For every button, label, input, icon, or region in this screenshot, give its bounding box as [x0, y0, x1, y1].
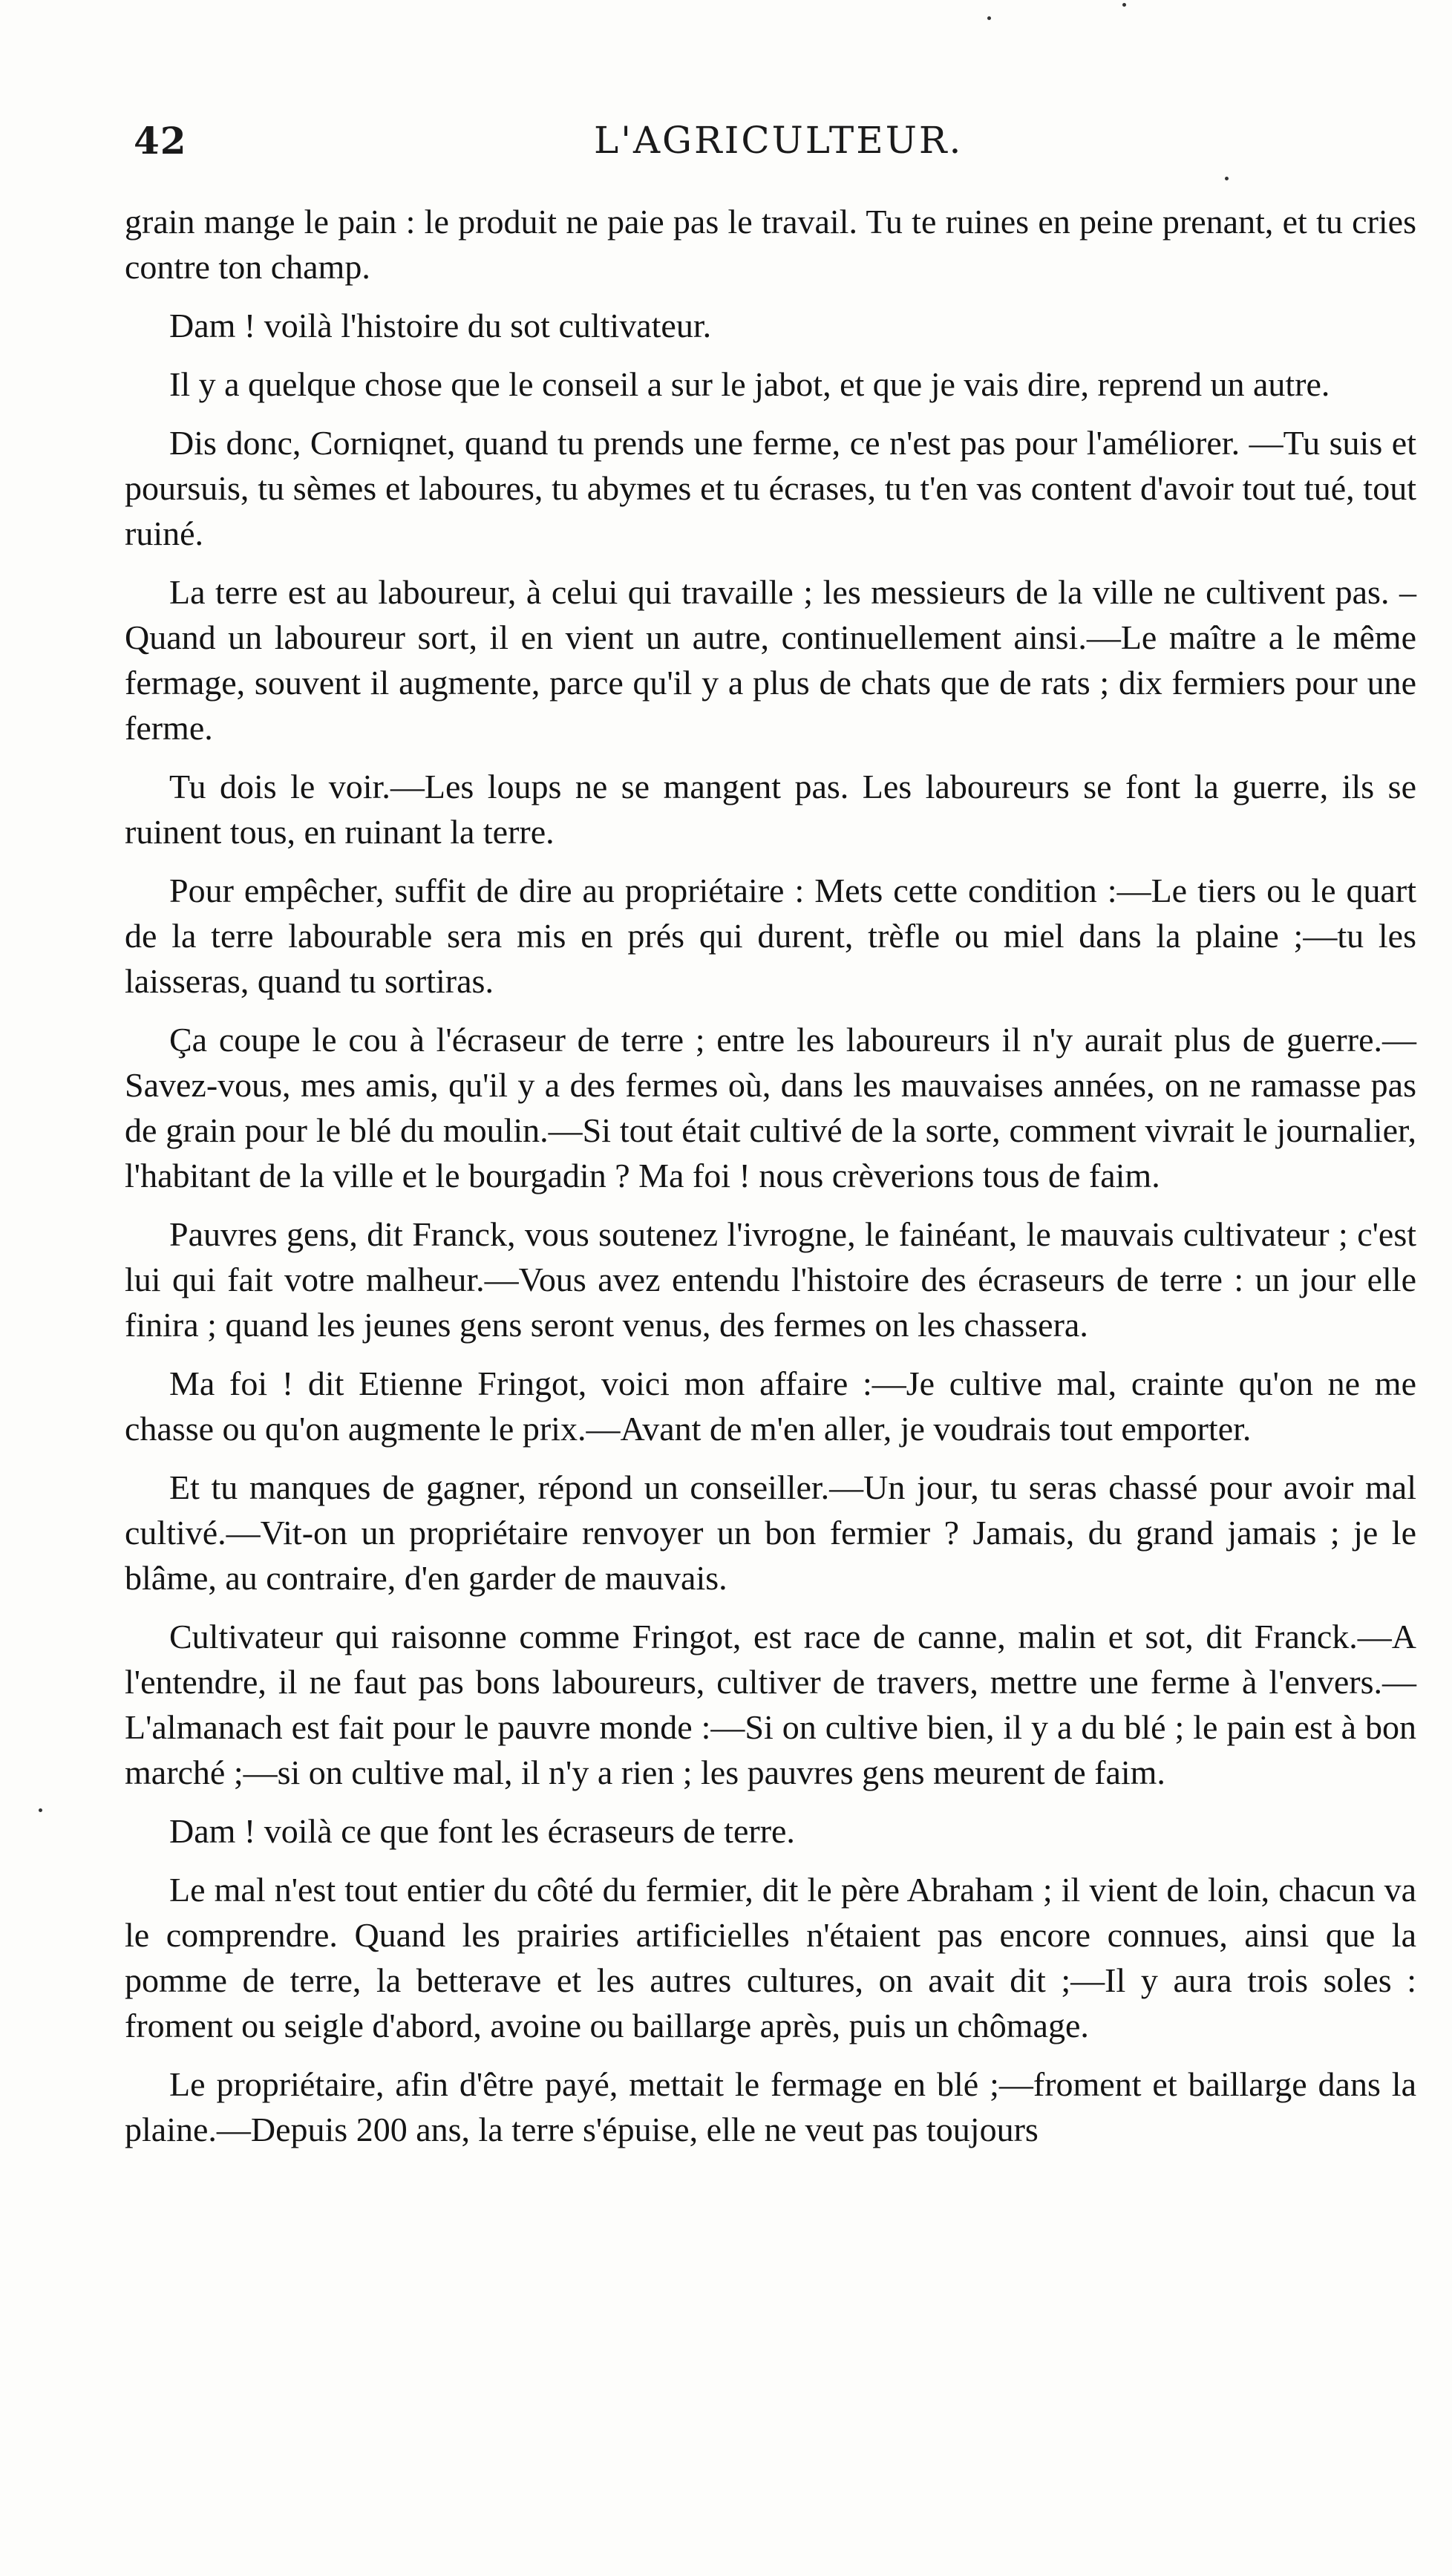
- paragraph-13: Dam ! voilà ce que font les écraseurs de terre.: [169, 1812, 795, 1850]
- ink-speck: [987, 16, 991, 20]
- page-header: [134, 119, 1410, 178]
- paragraph-2: Dam ! voilà l'histoire du sot cultivateur.: [169, 307, 712, 344]
- paragraph-3: Il y a quelque chose que le conseil a sur le jabot, et que je vais dire, reprend un autre.: [169, 365, 1330, 403]
- body-text: [125, 199, 1416, 2165]
- paragraph-7: Pour empêcher, suffit de dire au propriétaire : Mets cette condition :—Le tiers ou le quart de la terre labourable sera mis en prés qui durent, trèfle ou miel dans la plaine ;—tu les laisseras, quand tu sortiras.: [125, 872, 1416, 1000]
- paragraph-14: Le mal n'est tout entier du côté du fermier, dit le père Abraham ; il vient de loin, chacun va le comprendre. Quand les prairies artificielles n'étaient pas encore connues, ainsi que la pomme de terre, la betterave et les autres cultures, on avait dit ;—Il y aura trois soles : froment ou seigle d'abord, avoine ou baillarge après, puis un chômage.: [125, 1871, 1416, 2044]
- paragraph-1: grain mange le pain : le produit ne paie pas le travail. Tu te ruines en peine prenant, et tu cries contre ton champ.: [125, 203, 1416, 286]
- paragraph-6: Tu dois le voir.—Les loups ne se mangent pas. Les laboureurs se font la guerre, ils se ruinent tous, en ruinant la terre.: [125, 768, 1416, 851]
- paragraph-11: Et tu manques de gagner, répond un conseiller.—Un jour, tu seras chassé pour avoir mal cultivé.—Vit-on un propriétaire renvoyer un bon fermier ? Jamais, du grand jamais ; je le blâme, au contraire, d'en garder de mauvais.: [125, 1468, 1416, 1597]
- paragraph-5: La terre est au laboureur, à celui qui travaille ; les messieurs de la ville ne cultivent pas. – Quand un laboureur sort, il en vient un autre, continuellement ainsi.—Le maître a le même fermage, souvent il augmente, parce qu'il y a plus de chats que de rats ; dix fermiers pour une ferme.: [125, 573, 1416, 747]
- paragraph-12: Cultivateur qui raisonne comme Fringot, est race de canne, malin et sot, dit Franck.—A l'entendre, il ne faut pas bons laboureurs, cultiver de travers, mettre une ferme à l'envers.—L'almanach est fait pour le pauvre monde :—Si on cultive bien, il y a du blé ; le pain est à bon marché ;—si on cultive mal, il n'y a rien ; les pauvres gens meurent de faim.: [125, 1618, 1416, 1791]
- ink-speck: [1225, 177, 1229, 180]
- paragraph-4: Dis donc, Corniqnet, quand tu prends une ferme, ce n'est pas pour l'améliorer. —Tu suis et poursuis, tu sèmes et laboures, tu abymes et tu écrases, tu t'en vas content d'avoir tout tué, tout ruiné.: [125, 424, 1416, 552]
- ink-speck: [39, 1808, 42, 1812]
- paragraph-8: Ça coupe le cou à l'écraseur de terre ; entre les laboureurs il n'y aurait plus de guerre.—Savez-vous, mes amis, qu'il y a des fermes où, dans les mauvaises années, on ne ramasse pas de grain pour le blé du moulin.—Si tout était cultivé de la sorte, comment vivrait le journalier, l'habitant de la ville et le bourgadin ? Ma foi ! nous crèverions tous de faim.: [125, 1021, 1416, 1194]
- page-number: 42: [134, 119, 187, 163]
- paragraph-10: Ma foi ! dit Etienne Fringot, voici mon affaire :—Je cultive mal, crainte qu'on ne me chasse ou qu'on augmente le prix.—Avant de m'en aller, je voudrais tout emporter.: [125, 1364, 1416, 1448]
- paragraph-15: Le propriétaire, afin d'être payé, mettait le fermage en blé ;—froment et baillarge dans la plaine.—Depuis 200 ans, la terre s'épuise, elle ne veut pas toujours: [125, 2065, 1416, 2148]
- paragraph-9: Pauvres gens, dit Franck, vous soutenez l'ivrogne, le fainéant, le mauvais cultivateur ; c'est lui qui fait votre malheur.—Vous avez entendu l'histoire des écraseurs de terre : un jour elle finira ; quand les jeunes gens seront venus, des fermes on les chassera.: [125, 1215, 1416, 1344]
- ink-speck: [1122, 3, 1126, 7]
- running-title: L'AGRICULTEUR.: [594, 119, 964, 162]
